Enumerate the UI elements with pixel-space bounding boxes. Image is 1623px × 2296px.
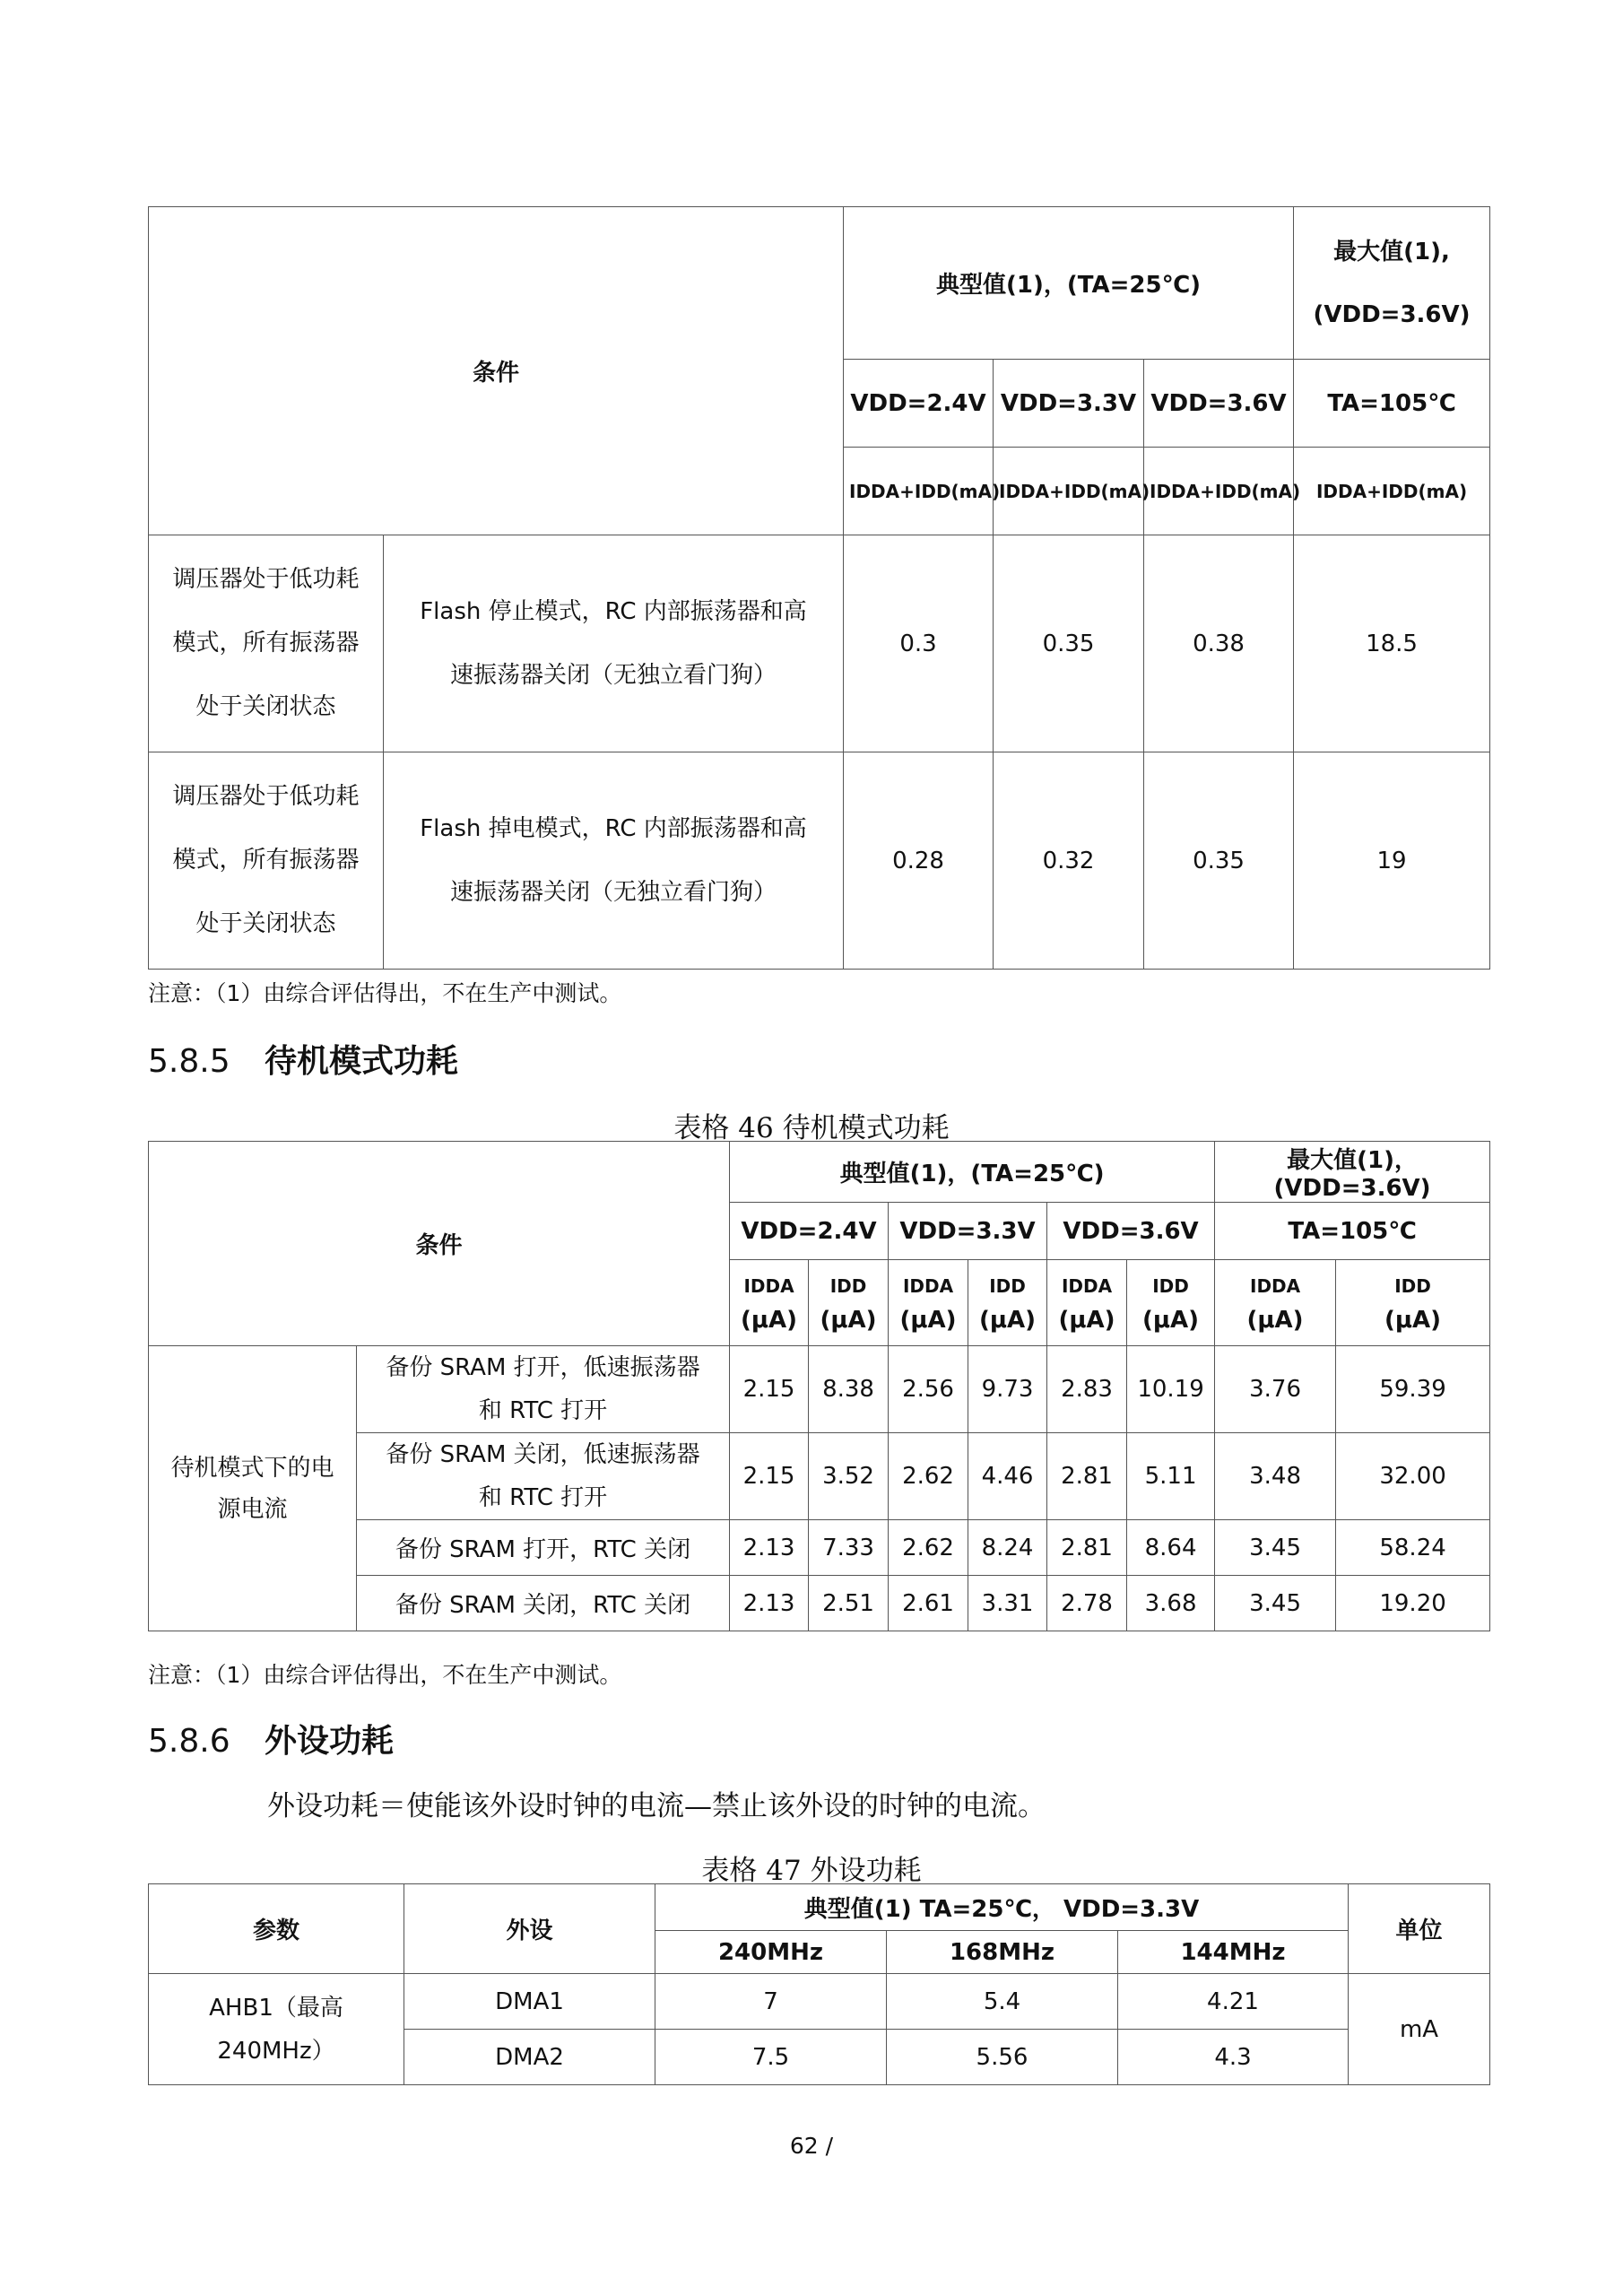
t1-vdd-3.6: VDD=3.6V [1144,360,1294,448]
table-note: 注意：（1）由综合评估得出，不在生产中测试。 [148,1662,622,1688]
t2-idd-header: IDD (μA) [1336,1260,1490,1346]
t2-cell: 2.61 [889,1576,968,1631]
t1-cell: 0.3 [844,535,994,752]
t3-periph-header: 外设 [404,1884,655,1974]
t2-cell: 3.76 [1215,1346,1336,1433]
body-paragraph: 外设功耗＝使能该外设时钟的电流—禁止该外设的时钟的电流。 [267,1790,1046,1822]
t3-periph-name: DMA2 [404,2030,655,2085]
t3-cell: 7 [655,1974,887,2030]
t1-row-condition: 调压器处于低功耗 模式，所有振荡器 处于关闭状态 [149,535,384,752]
t2-ta-105: TA=105℃ [1215,1203,1490,1260]
t2-group-label: 待机模式下的电 源电流 [149,1346,357,1631]
t3-freq-240: 240MHz [655,1931,887,1974]
t2-vdd-2.4: VDD=2.4V [730,1203,889,1260]
t3-cell: 4.3 [1118,2030,1349,2085]
t1-unit: IDDA+IDD(mA) [1294,448,1490,535]
t1-cell: 0.35 [994,535,1144,752]
table-row [149,535,1490,752]
t1-unit: IDDA+IDD(mA) [994,448,1144,535]
t1-cell: 19 [1294,752,1490,970]
t2-cell: 8.64 [1127,1520,1215,1576]
t2-typ-header: 典型值(1)，(TA=25℃) [730,1142,1215,1203]
t1-row-mode: Flash 掉电模式，RC 内部振荡器和高 速振荡器关闭（无独立看门狗） [384,752,844,970]
table-note: 注意：（1）由综合评估得出，不在生产中测试。 [148,980,622,1006]
t2-cell: 2.56 [889,1346,968,1433]
t2-cell: 8.38 [809,1346,889,1433]
section-number: 5.8.5 [148,1043,230,1080]
t1-cell: 0.35 [1144,752,1294,970]
t2-cell: 2.81 [1047,1520,1127,1576]
table-row [149,752,1490,970]
t1-vdd-3.3: VDD=3.3V [994,360,1144,448]
t2-cell: 7.33 [809,1520,889,1576]
t2-cell: 8.24 [968,1520,1047,1576]
t2-cell: 2.15 [730,1346,809,1433]
t2-cell: 2.83 [1047,1346,1127,1433]
t3-periph-name: DMA1 [404,1974,655,2030]
t1-unit: IDDA+IDD(mA) [844,448,994,535]
t1-cell: 0.28 [844,752,994,970]
t2-cell: 2.78 [1047,1576,1127,1631]
t3-cell: 4.21 [1118,1974,1349,2030]
table-standby-mode [148,1141,1490,1631]
t2-cell: 2.13 [730,1576,809,1631]
t1-typ-header: 典型值(1)，(TA=25℃) [844,207,1294,360]
t2-vdd-3.3: VDD=3.3V [889,1203,1047,1260]
t1-row-mode: Flash 停止模式，RC 内部振荡器和高 速振荡器关闭（无独立看门狗） [384,535,844,752]
t1-ta-105: TA=105℃ [1294,360,1490,448]
t2-cell: 2.62 [889,1520,968,1576]
section-number: 5.8.6 [148,1723,230,1760]
t2-cell: 4.46 [968,1433,1047,1520]
t2-cell: 3.48 [1215,1433,1336,1520]
section-heading [148,1716,394,1761]
t2-idd-header: IDD (μA) [1127,1260,1215,1346]
t2-idd-header: IDD (μA) [809,1260,889,1346]
t3-cell: 5.56 [887,2030,1118,2085]
table-peripheral-power [148,1883,1490,2085]
table-caption: 表格 47 外设功耗 [701,1855,922,1887]
t3-typ-header: 典型值(1) TA=25℃， VDD=3.3V [655,1884,1349,1931]
table-row [149,1346,1490,1433]
t2-cell: 9.73 [968,1346,1047,1433]
table-row [149,1974,1490,2030]
t3-freq-168: 168MHz [887,1931,1118,1974]
t2-row-label: 备份 SRAM 关闭，RTC 关闭 [357,1576,730,1631]
t2-vdd-3.6: VDD=3.6V [1047,1203,1215,1260]
t2-cell: 5.11 [1127,1433,1215,1520]
page-number: 62 / [789,2133,834,2159]
t2-cell: 2.15 [730,1433,809,1520]
section-title: 外设功耗 [265,1723,395,1760]
t2-idda-header: IDDA (μA) [1047,1260,1127,1346]
t3-unit-value: mA [1349,1974,1490,2085]
t2-cell: 2.62 [889,1433,968,1520]
t2-cell: 10.19 [1127,1346,1215,1433]
t2-cell: 58.24 [1336,1520,1490,1576]
t2-idda-header: IDDA (μA) [1215,1260,1336,1346]
t1-cell: 18.5 [1294,535,1490,752]
t2-cell: 59.39 [1336,1346,1490,1433]
t1-max-header: 最大值(1), (VDD=3.6V) [1294,207,1490,360]
t2-cell: 2.13 [730,1520,809,1576]
t2-row-label: 备份 SRAM 打开，低速振荡器 和 RTC 打开 [357,1346,730,1433]
t3-cell: 7.5 [655,2030,887,2085]
t2-idda-header: IDDA (μA) [730,1260,809,1346]
t2-cell: 3.31 [968,1576,1047,1631]
t2-row-label: 备份 SRAM 关闭，低速振荡器 和 RTC 打开 [357,1433,730,1520]
t3-param-header: 参数 [149,1884,404,1974]
t2-cell: 3.52 [809,1433,889,1520]
t2-cell: 32.00 [1336,1433,1490,1520]
t2-cell: 2.81 [1047,1433,1127,1520]
t2-condition-header: 条件 [149,1142,730,1346]
section-title: 待机模式功耗 [265,1043,459,1080]
table-caption: 表格 46 待机模式功耗 [673,1112,950,1144]
t1-row-condition: 调压器处于低功耗 模式，所有振荡器 处于关闭状态 [149,752,384,970]
t1-unit: IDDA+IDD(mA) [1144,448,1294,535]
t2-cell: 3.45 [1215,1520,1336,1576]
t3-cell: 5.4 [887,1974,1118,2030]
t3-freq-144: 144MHz [1118,1931,1349,1974]
section-heading [148,1036,458,1082]
t3-bus-label: AHB1（最高 240MHz） [149,1974,404,2085]
t2-cell: 3.45 [1215,1576,1336,1631]
t2-idd-header: IDD (μA) [968,1260,1047,1346]
t3-unit-header: 单位 [1349,1884,1490,1974]
t2-idda-header: IDDA (μA) [889,1260,968,1346]
t2-row-label: 备份 SRAM 打开，RTC 关闭 [357,1520,730,1576]
t2-max-header: 最大值(1)，(VDD=3.6V) [1215,1142,1490,1203]
t2-cell: 19.20 [1336,1576,1490,1631]
t1-cell: 0.38 [1144,535,1294,752]
t1-vdd-2.4: VDD=2.4V [844,360,994,448]
t1-cell: 0.32 [994,752,1144,970]
table-stop-mode [148,206,1490,970]
t1-condition-header: 条件 [149,207,844,535]
t2-cell: 3.68 [1127,1576,1215,1631]
t2-cell: 2.51 [809,1576,889,1631]
